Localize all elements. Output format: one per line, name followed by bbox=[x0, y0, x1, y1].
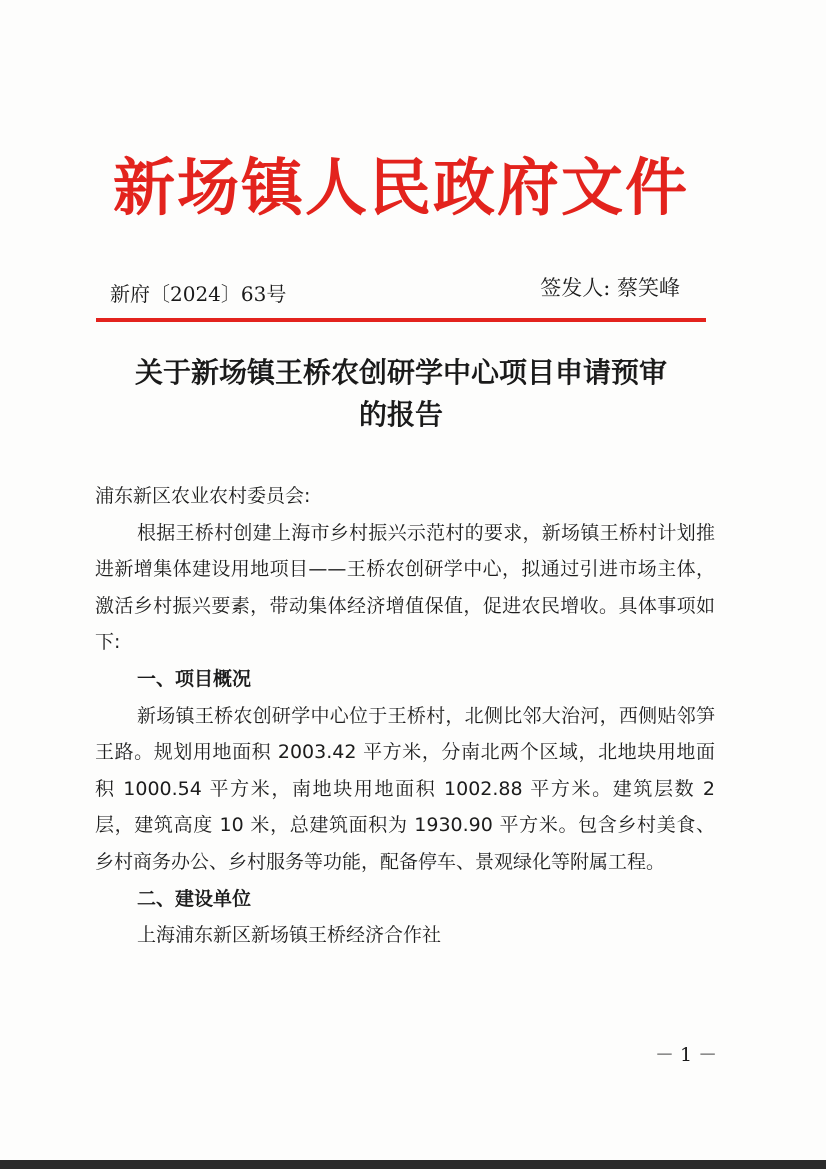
red-divider-line bbox=[96, 318, 706, 322]
section-1-paragraph: 新场镇王桥农创研学中心位于王桥村，北侧比邻大治河，西侧贴邻笋王路。规划用地面积 2003.42 平方米，分南北两个区域，北地块用地面积 1000.54 平方米，南地块用地面积 1002.88 平方米。建筑层数 2 层，建筑高度 10 米，总建筑面积为 1930.90 平方米。包含乡村美食、乡村商务办公、乡村服务等功能，配备停车、景观绿化等附属工程。 bbox=[95, 704, 715, 873]
section-1-heading: 一、项目概况 bbox=[137, 667, 252, 690]
document-number: 新府〔2024〕63号 bbox=[110, 282, 287, 306]
section-2-paragraph: 上海浦东新区新场镇王桥经济合作社 bbox=[137, 924, 442, 947]
document-meta-row bbox=[96, 272, 706, 312]
title-line-1: 关于新场镇王桥农创研学中心项目申请预审 bbox=[134, 356, 667, 389]
scan-bottom-edge bbox=[0, 1160, 826, 1169]
signer-label: 签发人: bbox=[540, 276, 611, 300]
signer bbox=[540, 272, 680, 302]
recipient-line: 浦东新区农业农村委员会: bbox=[95, 485, 311, 507]
document-body bbox=[95, 478, 715, 954]
masthead-title: 新场镇人民政府文件 bbox=[112, 151, 689, 224]
section-2-heading: 二、建设单位 bbox=[137, 887, 252, 910]
intro-paragraph: 根据王桥村创建上海市乡村振兴示范村的要求，新场镇王桥村计划推进新增集体建设用地项目——王桥农创研学中心，拟通过引进市场主体，激活乡村振兴要素，带动集体经济增值保值，促进农民增收。具体事项如下: bbox=[95, 521, 715, 654]
page-number: － 1 － bbox=[655, 1044, 718, 1066]
signer-name: 蔡笑峰 bbox=[617, 276, 680, 300]
document-title bbox=[96, 352, 706, 436]
title-line-2: 的报告 bbox=[358, 398, 443, 431]
